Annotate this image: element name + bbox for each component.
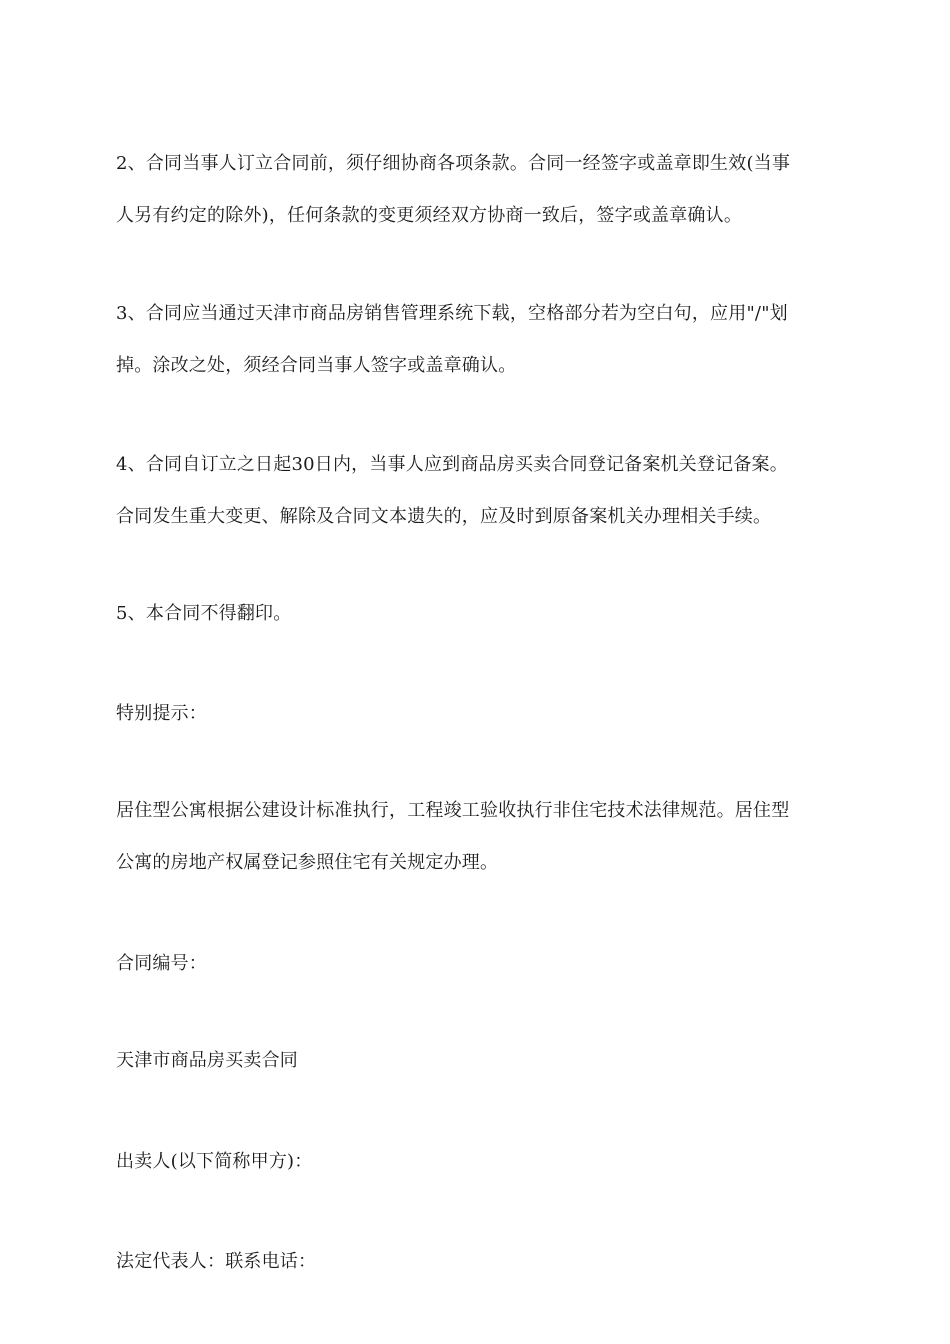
clause-4-line-1: 4、合同自订立之日起30日内，当事人应到商品房买卖合同登记备案机关登记备案。 [116, 454, 788, 475]
clause-2-line-2: 人另有约定的除外)，任何条款的变更须经双方协商一致后，签字或盖章确认。 [116, 205, 743, 226]
clause-3-line-2: 掉。涂改之处，须经合同当事人签字或盖章确认。 [116, 355, 517, 376]
clause-5-line: 5、本合同不得翻印。 [116, 603, 292, 624]
clause-2-line-1: 2、合同当事人订立合同前，须仔细协商各项条款。合同一经签字或盖章即生效(当事 [116, 153, 791, 174]
special-notice-heading: 特别提示： [116, 703, 207, 724]
legal-representative-label: 法定代表人：联系电话： [116, 1251, 317, 1272]
special-notice-line-1: 居住型公寓根据公建设计标准执行，工程竣工验收执行非住宅技术法律规范。居住型 [116, 800, 790, 821]
seller-label: 出卖人(以下简称甲方)： [116, 1151, 313, 1172]
contract-number-label: 合同编号： [116, 953, 207, 974]
clause-4-line-2: 合同发生重大变更、解除及合同文本遗失的，应及时到原备案机关办理相关手续。 [116, 506, 772, 527]
clause-3-line-1: 3、合同应当通过天津市商品房销售管理系统下载，空格部分若为空白句，应用"/"划 [116, 303, 788, 324]
special-notice-line-2: 公寓的房地产权属登记参照住宅有关规定办理。 [116, 852, 499, 873]
contract-title: 天津市商品房买卖合同 [116, 1050, 298, 1071]
